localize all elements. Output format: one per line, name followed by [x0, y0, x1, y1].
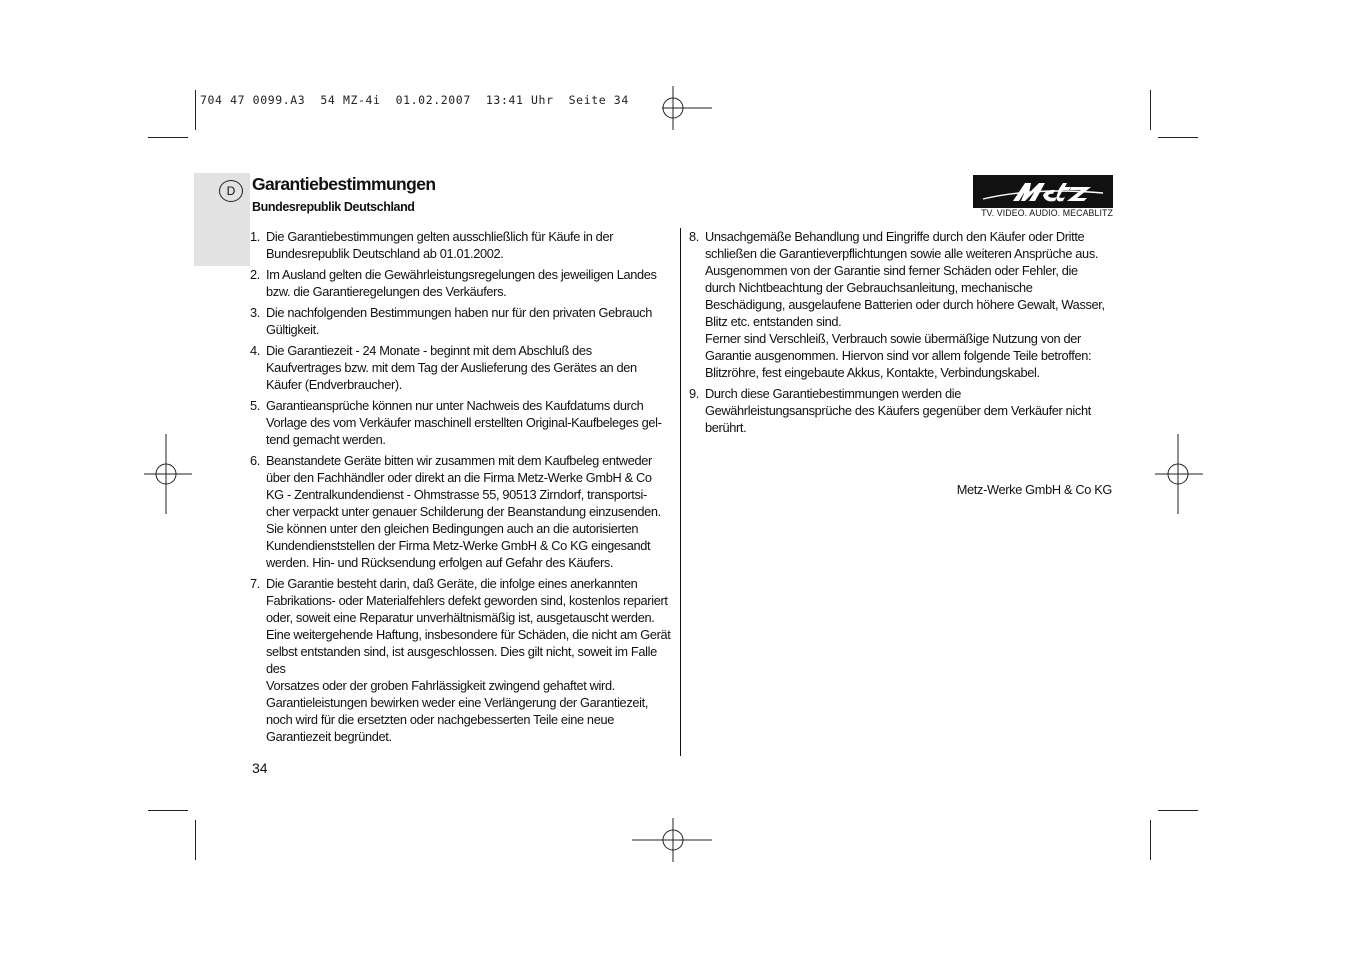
- item-number: 8.: [689, 229, 699, 244]
- list-item: [250, 452, 675, 571]
- signature: Metz-Werke GmbH & Co KG: [956, 482, 1112, 497]
- item-number: 4.: [250, 343, 260, 358]
- item-text: Die nachfolgenden Bestimmungen haben nur für den privaten Gebrauch Gültigkeit.: [266, 305, 652, 337]
- list-item: [689, 385, 1117, 436]
- registration-mark-left: [144, 434, 192, 514]
- item-text: Garantieansprüche können nur unter Nachweis des Kaufdatums durch Vorlage des vom Verkäufer maschinell erstellten Original-Kaufbeleges gel- tend gemacht werden.: [266, 398, 662, 447]
- item-number: 5.: [250, 398, 260, 413]
- list-item: [250, 575, 675, 745]
- item-text: Die Garantiezeit - 24 Monate - beginnt mit dem Abschluß des Kaufvertrages bzw. mit dem Tag der Auslieferung des Gerätes an den Käufer (Endverbraucher).: [266, 343, 637, 392]
- item-number: 1.: [250, 229, 260, 244]
- item-number: 2.: [250, 267, 260, 282]
- metz-logo: [973, 175, 1113, 208]
- brand-tagline: TV. VIDEO. AUDIO. MECABLITZ: [981, 208, 1113, 218]
- list-item: [250, 304, 675, 338]
- item-number: 3.: [250, 305, 260, 320]
- page-subtitle: Bundesrepublik Deutschland: [252, 200, 415, 214]
- item-number: 9.: [689, 386, 699, 401]
- left-column: [250, 228, 675, 749]
- item-text: Unsachgemäße Behandlung und Eingriffe durch den Käufer oder Dritte schließen die Garantieverpflichtungen sowie alle weiteren Ansprüche aus. Ausgenommen von der Garantie sind ferner Schäden oder Fehler, die durch Nichtbeachtung der Gebrauchsanleitung, mechanische Beschädigung, ausgelaufene Batterien oder durch höhere Gewalt, Wasser, Blitz etc. entstanden sind. Ferner sind Verschleiß, Verbrauch sowie übermäßige Nutzung von der Garantie ausgenommen. Hiervon sind vor allem folgende Teile betroffen: Blitzröhre, fest eingebaute Akkus, Kontakte, Verbindungskabel.: [705, 229, 1105, 380]
- print-header: 704 47 0099.A3 54 MZ-4i 01.02.2007 13:41 Uhr Seite 34: [200, 93, 629, 107]
- page-number: 34: [252, 760, 268, 776]
- item-number: 7.: [250, 576, 260, 591]
- page-title: Garantiebestimmungen: [252, 174, 436, 194]
- registration-mark-bottom: [632, 818, 712, 862]
- list-item: [250, 266, 675, 300]
- column-divider: [680, 228, 681, 756]
- language-badge: D: [219, 180, 243, 202]
- metz-logo-mark: [973, 175, 1113, 208]
- registration-mark-top: [632, 86, 712, 130]
- item-text: Die Garantie besteht darin, daß Geräte, die infolge eines anerkannten Fabrikations- oder Materialfehlers defekt geworden sind, kostenlos repariert oder, soweit eine Reparatur unverhältnismäßig ist, ausgetauscht werden. Eine weitergehende Haftung, insbesondere für Schäden, die nicht am Gerät selbst entstanden sind, ist ausgeschlossen. Dies gilt nicht, soweit im Falle des Vorsatzes oder der groben Fahrlässigkeit zwingend gehaftet wird. Garantieleistungen bewirken weder eine Verlängerung der Garantiezeit, noch wird für die ersetzten oder nachgebesserten Teile eine neue Garantiezeit begründet.: [266, 576, 671, 744]
- right-column: [689, 228, 1117, 440]
- list-item: [250, 342, 675, 393]
- item-text: Beanstandete Geräte bitten wir zusammen mit dem Kaufbeleg entweder über den Fachhändler oder direkt an die Firma Metz-Werke GmbH & Co KG - Zentralkundendienst - Ohmstrasse 55, 90513 Zirndorf, transportsi- cher verpackt unter genauer Schilderung der Beanstandung einzusenden. Sie können unter den gleichen Bedingungen auch an die autorisierten Kundendienststellen der Firma Metz-Werke GmbH & Co KG eingesandt werden. Hin- und Rücksendung erfolgen auf Gefahr des Käufers.: [266, 453, 661, 570]
- registration-mark-right: [1155, 434, 1203, 514]
- list-item: [689, 228, 1117, 381]
- list-item: [250, 228, 675, 262]
- item-text: Die Garantiebestimmungen gelten ausschließlich für Käufe in der Bundesrepublik Deutschland ab 01.01.2002.: [266, 229, 614, 261]
- item-text: Im Ausland gelten die Gewährleistungsregelungen des jeweiligen Landes bzw. die Garantieregelungen des Verkäufers.: [266, 267, 657, 299]
- item-number: 6.: [250, 453, 260, 468]
- item-text: Durch diese Garantiebestimmungen werden die Gewährleistungsansprüche des Käufers gegenüber dem Verkäufer nicht berührt.: [705, 386, 1091, 435]
- list-item: [250, 397, 675, 448]
